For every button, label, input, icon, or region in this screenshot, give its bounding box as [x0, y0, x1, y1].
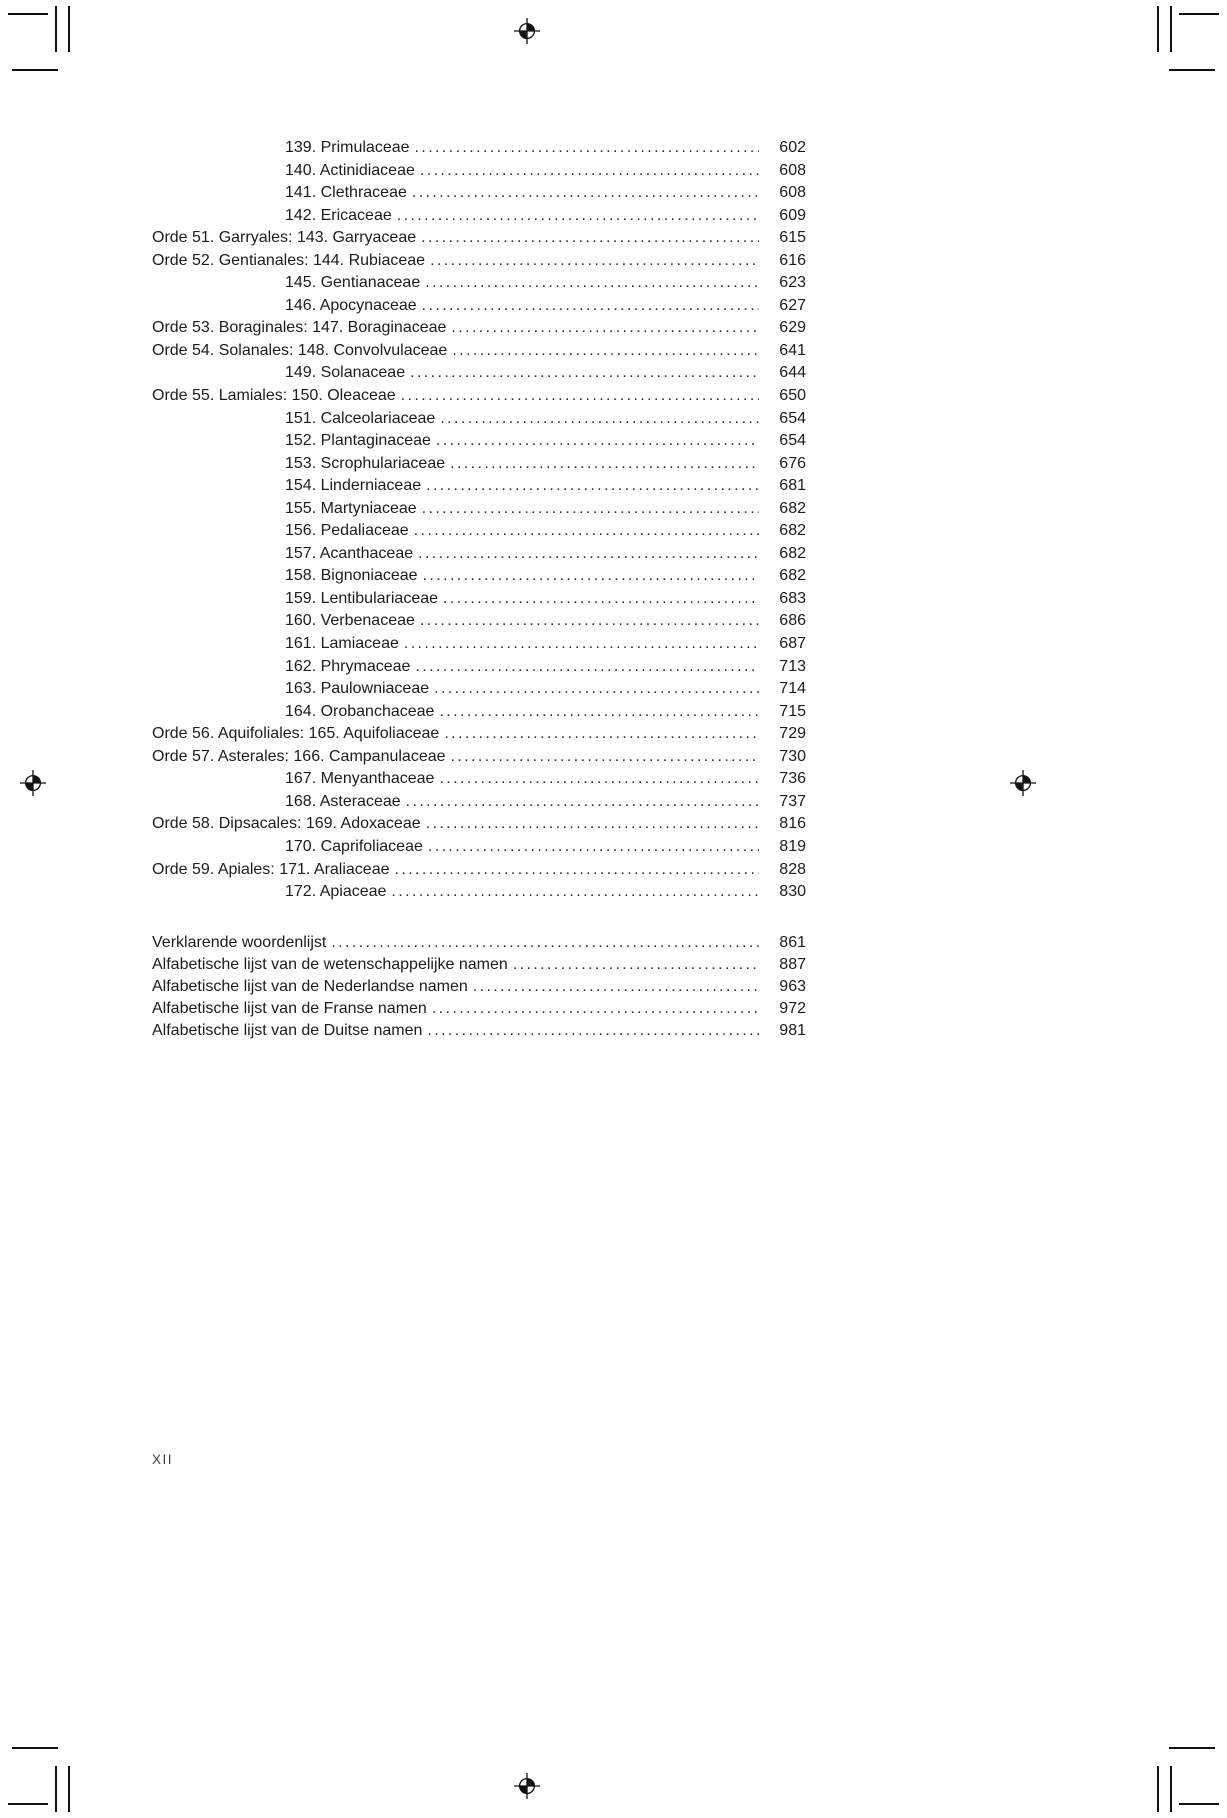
toc-entry-label: Orde 54. Solanales: 148. Convolvulaceae [152, 341, 448, 359]
crop-mark [55, 6, 57, 52]
toc-entry-label: Alfabetische lijst van de Nederlandse namen [152, 977, 468, 995]
toc-row [152, 998, 806, 1020]
toc-entry-page: 623 [779, 274, 806, 292]
toc-row [152, 453, 806, 476]
registration-target-icon [1010, 770, 1036, 796]
crop-mark [1157, 1766, 1159, 1812]
crop-mark [1157, 6, 1159, 52]
toc-entry-label: 157. Acanthaceae [285, 544, 414, 562]
toc-content [152, 137, 806, 1042]
toc-entry-label: 140. Actinidiaceae [285, 161, 415, 179]
toc-entry-page: 627 [779, 296, 806, 314]
toc-row [152, 182, 806, 205]
toc-entry-label: 164. Orobanchaceae [285, 702, 435, 720]
crop-mark [55, 1766, 57, 1812]
toc-row [152, 205, 806, 228]
dot-leader [404, 633, 759, 656]
toc-row [152, 520, 806, 543]
dot-leader [425, 272, 759, 295]
toc-row [152, 317, 806, 340]
toc-row [152, 836, 806, 859]
toc-row [152, 408, 806, 431]
toc-row [152, 588, 806, 611]
dot-leader [426, 475, 759, 498]
toc-entry-label: 161. Lamiaceae [285, 635, 399, 653]
toc-entry-page: 713 [779, 657, 806, 675]
toc-row [152, 678, 806, 701]
toc-row [152, 791, 806, 814]
dot-leader [426, 813, 759, 836]
dot-leader [434, 678, 759, 701]
toc-entry-label: 142. Ericaceae [285, 206, 392, 224]
toc-entry-label: 162. Phrymaceae [285, 657, 411, 675]
toc-entry-page: 861 [779, 933, 806, 951]
toc-entry-page: 683 [779, 589, 806, 607]
toc-entry-label: Orde 59. Apiales: 171. Araliaceae [152, 860, 390, 878]
dot-leader [432, 998, 759, 1020]
toc-entry-label: Alfabetische lijst van de Duitse namen [152, 1021, 423, 1039]
crop-mark [1179, 1803, 1219, 1805]
toc-row [152, 746, 806, 769]
backmatter-list [152, 932, 806, 1042]
toc-row [152, 272, 806, 295]
toc-row [152, 430, 806, 453]
dot-leader [331, 932, 759, 954]
toc-row [152, 160, 806, 183]
toc-row [152, 475, 806, 498]
toc-row [152, 610, 806, 633]
crop-mark [68, 6, 70, 52]
dot-leader [420, 160, 759, 183]
toc-entry-page: 608 [779, 184, 806, 202]
dot-leader [397, 205, 759, 228]
toc-entry-label: 146. Apocynaceae [285, 296, 417, 314]
dot-leader [415, 656, 759, 679]
dot-leader [439, 768, 759, 791]
dot-leader [513, 954, 759, 976]
toc-entry-label: Orde 58. Dipsacales: 169. Adoxaceae [152, 815, 421, 833]
dot-leader [423, 565, 759, 588]
toc-entry-label: 145. Gentianaceae [285, 274, 421, 292]
dot-leader [410, 362, 759, 385]
crop-mark [1169, 69, 1215, 71]
toc-entry-page: 644 [779, 364, 806, 382]
dot-leader [391, 881, 759, 904]
dot-leader [420, 610, 759, 633]
dot-leader [428, 836, 759, 859]
toc-row [152, 385, 806, 408]
toc-entry-page: 681 [779, 477, 806, 495]
toc-entry-page: 682 [779, 544, 806, 562]
toc-entry-label: 152. Plantaginaceae [285, 432, 431, 450]
toc-entry-label: 153. Scrophulariaceae [285, 454, 446, 472]
dot-leader [421, 227, 759, 250]
toc-entry-page: 887 [779, 955, 806, 973]
crop-mark [12, 69, 58, 71]
toc-entry-label: 141. Clethraceae [285, 184, 407, 202]
toc-entry-page: 682 [779, 499, 806, 517]
toc-entry-page: 730 [779, 747, 806, 765]
registration-target-icon [20, 770, 46, 796]
toc-entry-page: 816 [779, 815, 806, 833]
toc-row [152, 813, 806, 836]
toc-entry-page: 687 [779, 635, 806, 653]
toc-row [152, 859, 806, 882]
toc-entry-page: 609 [779, 206, 806, 224]
crop-mark [8, 1803, 48, 1805]
toc-entry-label: Orde 56. Aquifoliales: 165. Aquifoliaceae [152, 725, 440, 743]
toc-entry-label: 168. Asteraceae [285, 792, 401, 810]
toc-entry-page: 972 [779, 999, 806, 1017]
dot-leader [439, 701, 759, 724]
dot-leader [452, 340, 759, 363]
dot-leader [422, 498, 759, 521]
dot-leader [450, 453, 759, 476]
dot-leader [440, 408, 759, 431]
dot-leader [451, 317, 759, 340]
toc-entry-label: Orde 55. Lamiales: 150. Oleaceae [152, 387, 396, 405]
toc-entry-page: 715 [779, 702, 806, 720]
toc-row [152, 227, 806, 250]
dot-leader [430, 250, 759, 273]
toc-entry-page: 981 [779, 1021, 806, 1039]
toc-entry-label: 172. Apiaceae [285, 883, 387, 901]
toc-entry-page: 654 [779, 432, 806, 450]
toc-entry-page: 736 [779, 770, 806, 788]
toc-row [152, 250, 806, 273]
toc-entry-page: 963 [779, 977, 806, 995]
toc-entry-page: 602 [779, 139, 806, 156]
crop-mark [68, 1766, 70, 1812]
toc-row [152, 565, 806, 588]
dot-leader [443, 588, 759, 611]
toc-entry-label: 154. Linderniaceae [285, 477, 422, 495]
toc-row [152, 362, 806, 385]
dot-leader [406, 791, 759, 814]
toc-row [152, 1020, 806, 1042]
toc-row [152, 723, 806, 746]
toc-entry-page: 682 [779, 567, 806, 585]
toc-entry-page: 686 [779, 612, 806, 630]
toc-row [152, 932, 806, 954]
toc-row [152, 768, 806, 791]
toc-entry-label: 158. Bignoniaceae [285, 567, 418, 585]
crop-mark [8, 13, 48, 15]
toc-entry-page: 608 [779, 161, 806, 179]
dot-leader [436, 430, 759, 453]
dot-leader [395, 859, 760, 882]
crop-mark [1179, 13, 1219, 15]
toc-entry-label: 139. Primulaceae [285, 139, 410, 156]
toc-entry-page: 729 [779, 725, 806, 743]
toc-entry-page: 682 [779, 522, 806, 540]
crop-mark [1170, 1766, 1172, 1812]
toc-entry-label: Orde 53. Boraginales: 147. Boraginaceae [152, 319, 447, 337]
toc-row [152, 954, 806, 976]
toc-entry-label: 155. Martyniaceae [285, 499, 417, 517]
toc-entry-label: 149. Solanaceae [285, 364, 406, 382]
registration-target-icon [514, 1773, 540, 1799]
toc-entry-label: 167. Menyanthaceae [285, 770, 435, 788]
toc-row [152, 137, 806, 160]
toc-entry-label: Alfabetische lijst van de wetenschappelijke namen [152, 955, 508, 973]
dot-leader [473, 976, 759, 998]
toc-entry-page: 629 [779, 319, 806, 337]
crop-mark [1170, 6, 1172, 52]
toc-entry-page: 737 [779, 792, 806, 810]
toc-row [152, 295, 806, 318]
dot-leader [451, 746, 759, 769]
toc-entry-page: 641 [779, 341, 806, 359]
dot-leader [412, 182, 759, 205]
dot-leader [444, 723, 759, 746]
toc-entry-label: Alfabetische lijst van de Franse namen [152, 999, 427, 1017]
toc-entry-label: Orde 57. Asterales: 166. Campanulaceae [152, 747, 446, 765]
toc-entry-page: 650 [779, 387, 806, 405]
toc-row [152, 340, 806, 363]
dot-leader [427, 1020, 759, 1042]
toc-entry-label: 170. Caprifoliaceae [285, 837, 423, 855]
toc-entry-page: 654 [779, 409, 806, 427]
toc-row [152, 881, 806, 904]
dot-leader [422, 295, 759, 318]
toc-entry-label: 159. Lentibulariaceae [285, 589, 439, 607]
toc-entry-page: 830 [779, 883, 806, 901]
toc-entry-page: 819 [779, 837, 806, 855]
toc-entry-page: 828 [779, 860, 806, 878]
crop-mark [1169, 1747, 1215, 1749]
toc-row [152, 543, 806, 566]
toc-entry-label: Orde 51. Garryales: 143. Garryaceae [152, 229, 417, 247]
toc-entry-page: 676 [779, 454, 806, 472]
toc-entry-page: 615 [779, 229, 806, 247]
toc-entry-label: 163. Paulowniaceae [285, 680, 430, 698]
dot-leader [418, 543, 759, 566]
registration-target-icon [514, 18, 540, 44]
toc-row [152, 633, 806, 656]
toc-row [152, 976, 806, 998]
toc-entry-label: 156. Pedaliaceae [285, 522, 409, 540]
toc-entry-label: 160. Verbenaceae [285, 612, 415, 630]
toc-entry-page: 714 [779, 680, 806, 698]
page-number-footer: XII [152, 1452, 174, 1467]
toc-row [152, 656, 806, 679]
toc-row [152, 498, 806, 521]
toc-entry-label: Verklarende woordenlijst [152, 933, 327, 951]
crop-mark [12, 1747, 58, 1749]
dot-leader [414, 520, 759, 543]
toc-list [152, 137, 806, 904]
toc-row [152, 701, 806, 724]
dot-leader [415, 137, 759, 160]
dot-leader [401, 385, 759, 408]
toc-entry-label: Orde 52. Gentianales: 144. Rubiaceae [152, 251, 426, 269]
toc-entry-label: 151. Calceolariaceae [285, 409, 436, 427]
toc-entry-page: 616 [779, 251, 806, 269]
